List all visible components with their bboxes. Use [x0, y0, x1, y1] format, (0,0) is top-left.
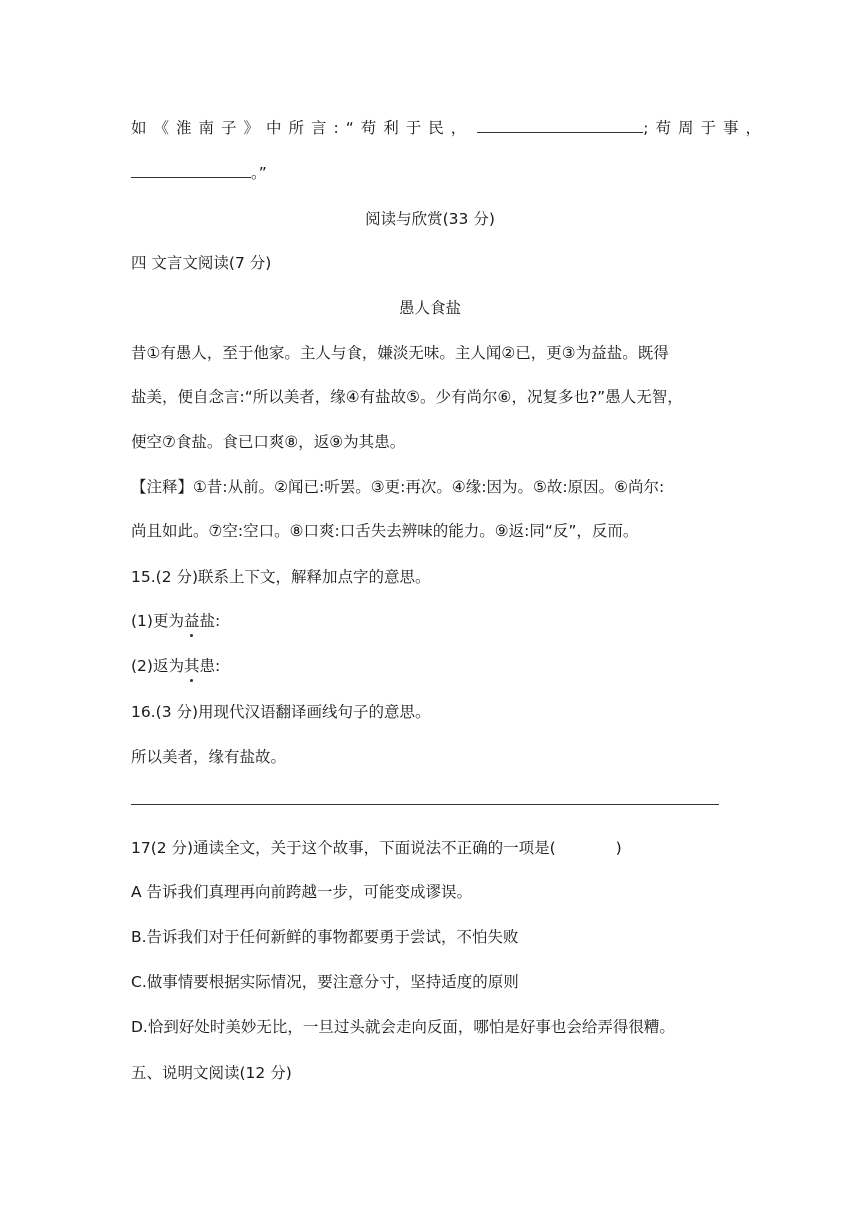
option-a: A 告诉我们真理再向前跨越一步，可能变成谬误。: [131, 883, 473, 901]
option-d: D.恰到好处时美妙无比，一旦过头就会走向反面，哪怕是好事也会给弄得很糟。: [131, 1018, 675, 1036]
passage-line-2: 盐美，便自念言:“所以美者，缘④有盐故⑤。少有尚尔⑥，况复多也?”愚人无智，: [131, 388, 683, 406]
notes-line-2: 尚且如此。⑦空:空口。⑧口爽:口舌失去辨味的能力。⑨返:同“反”，反而。: [131, 522, 639, 540]
passage-line-3: 便空⑦食盐。食已口爽⑧，返⑨为其患。: [131, 433, 406, 451]
answer-blank-1[interactable]: [477, 118, 643, 133]
continuation-line-1: [131, 117, 768, 139]
quote-text-2: ;苟周于事，: [643, 119, 768, 137]
notes-line-1: 【注释】①昔:从前。②闻已:听罢。③更:再次。④缘:因为。⑤故:原因。⑥尚尔:: [131, 478, 665, 496]
continuation-line-2: [131, 162, 731, 184]
answer-line-16[interactable]: [131, 804, 719, 805]
passage-line-1: 昔①有愚人，至于他家。主人与食，嫌淡无味。主人闻②已，更③为益盐。既得: [131, 344, 669, 362]
section-five-heading: 五、说明文阅读(12 分): [131, 1064, 292, 1082]
question-16-sentence: 所以美者，缘有盐故。: [131, 748, 287, 766]
question-15-item-2: [131, 655, 731, 677]
passage-title: 愚人食盐: [398, 299, 461, 317]
question-16-stem: 16.(3 分)用现代汉语翻译画线句子的意思。: [131, 703, 431, 721]
question-15-item-1: [131, 610, 731, 632]
item-2-prefix: (2)返为: [131, 657, 184, 675]
quote-end: 。”: [251, 164, 267, 182]
option-c: C.做事情要根据实际情况，要注意分寸，坚持适度的原则: [131, 973, 519, 991]
section-four-heading: 四 文言文阅读(7 分): [131, 254, 272, 272]
question-17-text: 17(2 分)通读全文，关于这个故事，下面说法不正确的一项是(: [131, 839, 556, 857]
section-title: 阅读与欣赏(33 分): [365, 210, 495, 228]
item-1-prefix: (1)更为: [131, 612, 184, 630]
dotted-char-1: 益: [183, 612, 200, 630]
item-1-suffix: 盐:: [199, 612, 221, 630]
question-17-stem: [131, 837, 731, 859]
quote-text: 如《淮南子》中所言:“苟利于民，: [131, 119, 474, 137]
item-2-suffix: 患:: [199, 657, 221, 675]
question-15-stem: 15.(2 分)联系上下文，解释加点字的意思。: [131, 568, 431, 586]
dotted-char-2: 其: [183, 657, 200, 675]
option-b: B.告诉我们对于任何新鲜的事物都要勇于尝试，不怕失败: [131, 928, 519, 946]
answer-blank-2[interactable]: [131, 163, 251, 178]
bracket-close: ): [615, 839, 622, 857]
